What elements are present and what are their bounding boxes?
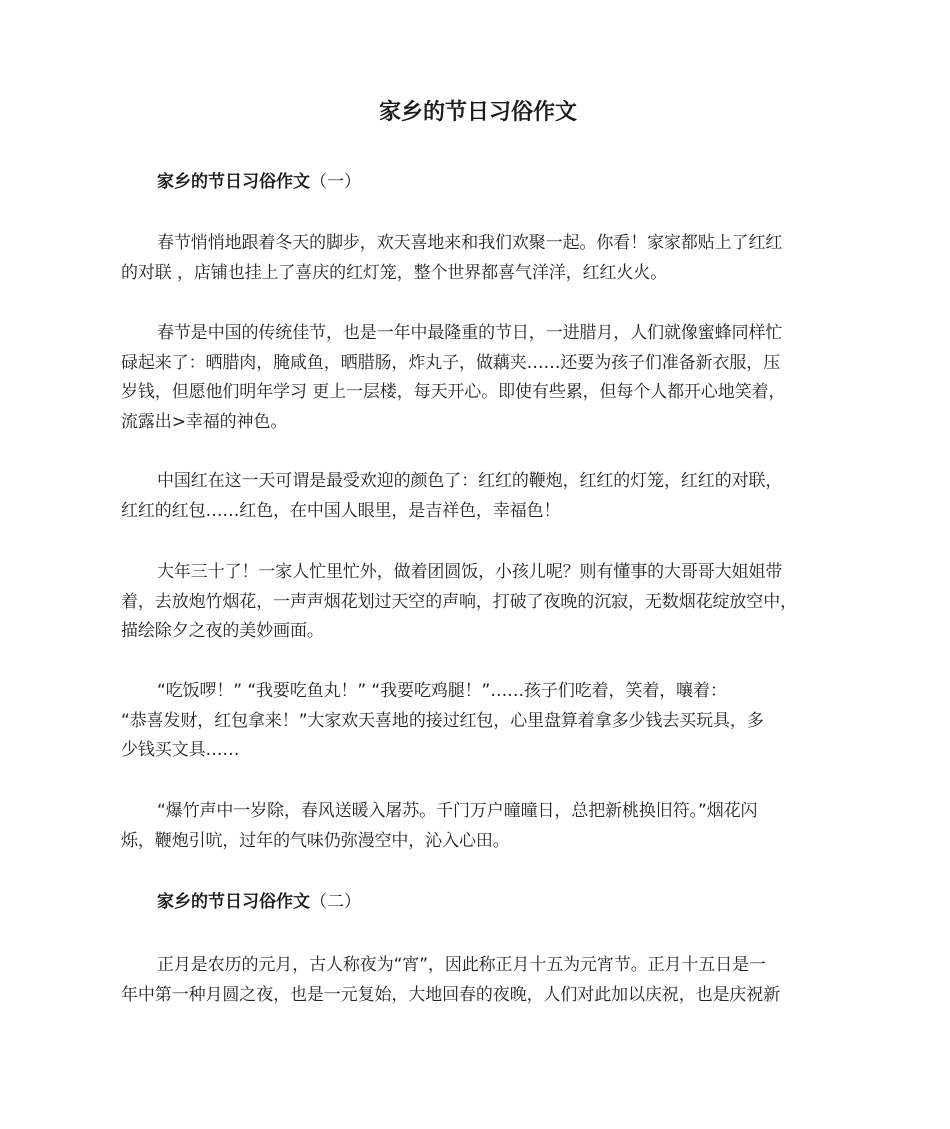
paragraph	[121, 558, 835, 647]
section-heading-suffix: （一）	[310, 172, 361, 192]
section-heading-text: 家乡的节日习俗作文	[157, 172, 310, 192]
paragraph-line: “恭喜发财，红包拿来！”大家欢天喜地的接过红包，心里盘算着拿多少钱去买玩具，多	[121, 710, 764, 731]
paragraph-line: 春节悄悄地跟着冬天的脚步，欢天喜地来和我们欢聚一起。你看！家家都贴上了红红	[157, 233, 783, 253]
paragraph-line: 碌起来了：晒腊肉，腌咸鱼，晒腊肠，炸丸子，做藕夹……还要为孩子们准备新衣服，压	[121, 352, 781, 373]
paragraph-line: 年中第一种月圆之夜，也是一元复始，大地回春的夜晚，人们对此加以庆祝，也是庆祝新	[121, 984, 781, 1005]
paragraph-line: 着，去放炮竹烟花，一声声烟花划过天空的声响，打破了夜晚的沉寂，无数烟花绽放空中，	[121, 591, 797, 612]
section-heading-suffix: （二）	[310, 892, 361, 912]
paragraph	[121, 951, 835, 1010]
paragraph-line: 岁钱，但愿他们明年学习 更上一层楼，每天开心。即使有些累，但每个人都开心地笑着，	[121, 382, 786, 403]
paragraph-line: 正月是农历的元月，古人称夜为“宵”，因此称正月十五为元宵节。正月十五日是一	[157, 955, 766, 975]
paragraph	[121, 467, 835, 526]
paragraph-line: 大年三十了！一家人忙里忙外，做着团圆饭，小孩儿呢？则有懂事的大哥哥大姐姐带	[157, 562, 783, 582]
paragraph	[121, 677, 835, 766]
paragraph	[121, 319, 835, 437]
section-heading-1	[157, 170, 361, 194]
paragraph-line: “爆竹声中一岁除，春风送暖入屠苏。千门万户曈曈日，总把新桃换旧符。”烟花闪	[157, 801, 758, 821]
paragraph-line: 烁，鞭炮引吭，过年的气味仍弥漫空中，沁入心田。	[121, 830, 510, 851]
section-heading-text: 家乡的节日习俗作文	[157, 892, 310, 912]
paragraph-line: 描绘除夕之夜的美妙画面。	[121, 621, 324, 642]
paragraph-line: 的对联 ，店铺也挂上了喜庆的红灯笼，整个世界都喜气洋洋，红红火火。	[121, 262, 668, 283]
paragraph-line: 流露出>幸福的神色。	[121, 411, 288, 432]
paragraph-line: 春节是中国的传统佳节，也是一年中最隆重的节日，一进腊月，人们就像蜜蜂同样忙	[157, 323, 783, 343]
paragraph-line: 少钱买文具……	[121, 740, 240, 761]
paragraph	[121, 797, 835, 856]
paragraph-line: “吃饭啰！” “我要吃鱼丸！” “我要吃鸡腿！”……孩子们吃着，笑着，嚷着：	[157, 681, 727, 701]
paragraph-line: 红红的红包……红色，在中国人眼里，是吉祥色，幸福色！	[121, 500, 561, 521]
paragraph	[121, 229, 835, 288]
section-heading-2	[157, 890, 361, 914]
paragraph-line: 中国红在这一天可谓是最受欢迎的颜色了：红红的鞭炮，红红的灯笼，红红的对联，	[157, 471, 783, 491]
document-title: 家乡的节日习俗作文	[378, 100, 577, 125]
